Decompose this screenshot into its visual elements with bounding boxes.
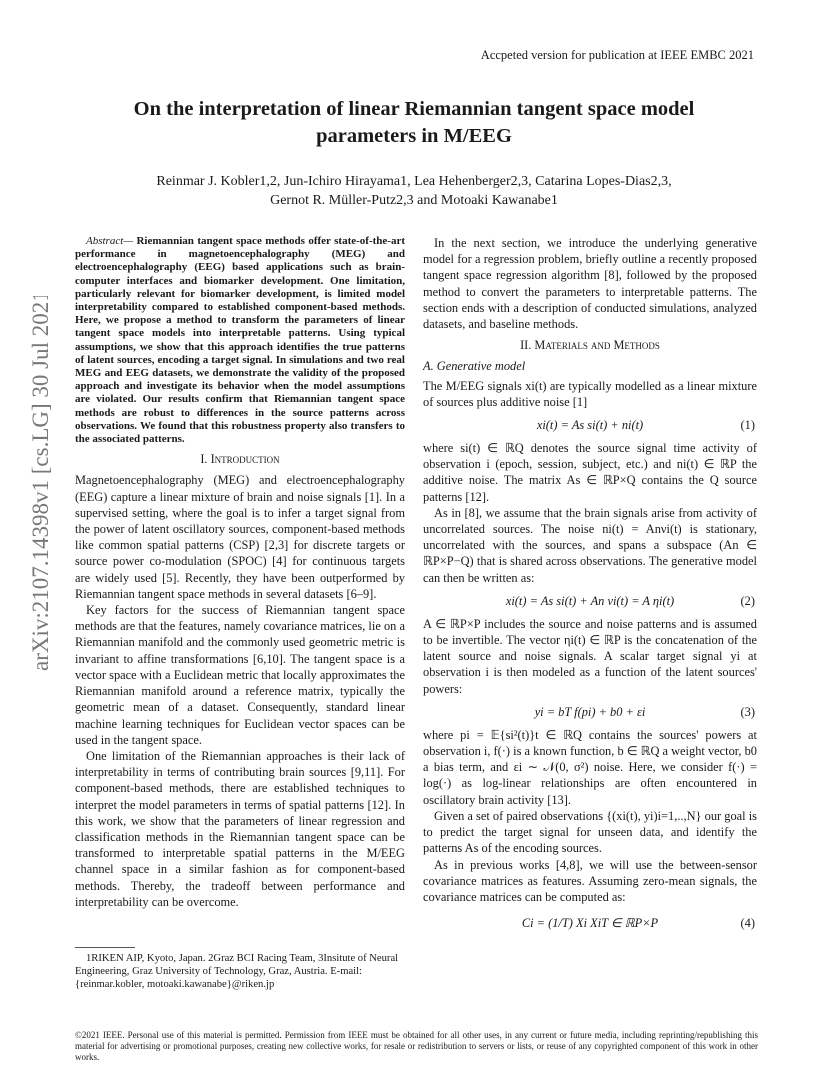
equation-1-number: (1) (740, 418, 755, 433)
arxiv-id-text: arXiv:2107.14398v1 [cs.LG] 30 Jul 2021 (28, 296, 53, 671)
equation-1-body: xi(t) = As si(t) + ni(t) (536, 418, 644, 433)
gm-paragraph-6: Given a set of paired observations {(xi(t), yi)i=1,..,N} our goal is to predict the target signal for unseen data, and identify the patterns As of the encoding sources. (423, 808, 757, 856)
arxiv-stamp (18, 296, 58, 676)
gm-paragraph-1: The M/EEG signals xi(t) are typically modelled as a linear mixture of sources plus additive noise [1] (423, 378, 757, 409)
equation-3 (423, 702, 757, 722)
equation-2 (423, 591, 757, 611)
equation-4 (423, 910, 757, 936)
abstract-lead: Abstract— (86, 235, 134, 247)
arxiv-stamp-graphic (18, 296, 58, 676)
generative-model-heading: A. Generative model (423, 359, 526, 374)
gm-paragraph-7: As in previous works [4,8], we will use the between-sensor covariance matrices as features. Assuming zero-mean signals, the covariance matrices can be computed as: (423, 857, 757, 904)
author-line-1: Reinmar J. Kobler1,2, Jun-Ichiro Hirayama1, Lea Hehenberger2,3, Catarina Lopes-Dias2,3, (156, 174, 672, 189)
copyright-notice: ©2021 IEEE. Personal use of this material is permitted. Permission from IEEE must be obtained for all other uses, in any current or future media, including reprinting/republishing this material for advertising or promotional purposes, creating new collective works, for resale or redistribution to servers or lists, or reuse of any copyrighted component of this work in other works. (75, 1030, 758, 1063)
author-list (90, 172, 738, 210)
gm-paragraph-3: As in [8], we assume that the brain signals arise from activity of uncorrelated sources. The noise ni(t) = Anνi(t) is stationary, uncorrelated with the sources, and spans a subspace (An ∈ ℝP×P−Q) that is shared across observations. The generative model can then be written as: (423, 505, 757, 585)
footnote-rule (75, 947, 135, 948)
equation-1 (423, 415, 757, 435)
methods-intro-paragraph: In the next section, we introduce the underlying generative model for a regression problem, briefly outline a recently proposed tangent space regression algorithm [8], followed by the proposed method to convert the parameters to interpretable patterns. The section ends with a description of conducted simulations, analyzed datasets, and baseline methods. (423, 236, 757, 332)
abstract (75, 235, 405, 446)
methods-heading: II. Materials and Methods (520, 338, 660, 353)
left-column (75, 235, 405, 910)
affiliation-footnote: 1RIKEN AIP, Kyoto, Japan. 2Graz BCI Racing Team, 3Insitute of Neural Engineering, Graz University of Technology, Graz, Austria. E-mail: {reinmar.kobler, motoaki.kawanabe}@riken.jp (75, 953, 399, 990)
abstract-text: Riemannian tangent space methods offer state-of-the-art performance in magnetoencephalography (MEG) and electroencephalography (EEG) based applications such as brain-computer interfaces and biomarker development. One limitation, particularly relevant for biomarker development, is limited model interpretability compared to established component-based methods. Here, we propose a method to transform the parameters of linear tangent space models into interpretable patterns. Using typical assumptions, we show that this approach identifies the true patterns of latent sources, encoding a target signal. In simulations and two real MEG and EEG datasets, we demonstrate the validity of the proposed approach and investigate its behavior when the model assumptions are violated. Our results confirm that Riemannian tangent space methods are robust to differences in the source patterns across observations. We found that this robustness property also transfers to the associated patterns. (75, 235, 405, 446)
gm-paragraph-2: where si(t) ∈ ℝQ denotes the source signal time activity of observation i (epoch, session, subject, etc.) and ni(t) ∈ ℝP the additive noise. The matrix As ∈ ℝP×Q contains the Q source patterns [12]. (423, 441, 757, 504)
intro-paragraph-1: Magnetoencephalography (MEG) and electroencephalography (EEG) capture a linear mixture of brain and noise signals [1]. In a supervised setting, where the goal is to infer a target signal from the power of latent oscillatory sources, component-based methods like common spatial patterns (CSP) [2,3] for discrete targets or source power co-modulation (SPOC) [4] for continuous targets are widely used [5]. Recently, they have been outperformed by Riemannian tangent space methods in several datasets [6–9]. (75, 473, 405, 601)
gm-paragraph-4: A ∈ ℝP×P includes the source and noise patterns and is assumed to be invertible. The vector ηi(t) ∈ ℝP is the concatenation of the latent source and noise signals. A scalar target signal yi at observation i is then modeled as a function of the latent sources' powers: (423, 616, 757, 696)
equation-3-body: yi = bT f(pi) + b0 + εi (534, 704, 646, 719)
equation-4-number: (4) (740, 916, 755, 931)
equation-4-body: Ci = (1/T) Xi XiT ∈ ℝP×P (521, 916, 659, 931)
right-column (423, 235, 757, 941)
intro-heading: I. Introduction (200, 452, 280, 467)
author-line-2: Gernot R. Müller-Putz2,3 and Motoaki Kawanabe1 (270, 193, 558, 208)
equation-3-number: (3) (740, 704, 755, 719)
intro-paragraph-2: Key factors for the success of Riemannian tangent space methods are that the features, namely covariance matrices, lie on a Riemannian manifold and the commonly used geometric metric is invariant to affine transformations [6,10]. The tangent space is a vector space with a Euclidean metric that locally approximates the Riemannian manifold around a reference matrix, typically the geometric mean of a dataset. Consequently, standard linear machine learning techniques for Euclidean vector spaces can be used in the tangent space. (75, 603, 405, 747)
equation-2-body: xi(t) = As si(t) + An νi(t) = A ηi(t) (505, 593, 675, 608)
gm-paragraph-5: where pi = 𝔼{si²(t)}t ∈ ℝQ contains the sources' powers at observation i, f(·) is a known function, b ∈ ℝQ a weight vector, b0 a bias term, and εi ∼ 𝒩(0, σ²) noise. Here, we consider f(·) = log(·) as log-linear relationships are often encountered in oscillatory brain activity [13]. (423, 727, 757, 807)
equation-2-number: (2) (740, 593, 755, 608)
intro-paragraph-3: One limitation of the Riemannian approaches is their lack of interpretability in terms of contributing brain sources [9,11]. For component-based methods, there are established techniques to interpret the model parameters in terms of spatial patterns [12]. In this work, we show that the parameters of linear regression and classification methods in the Riemannian tangent space can be transformed to interpretable spatial patterns in the M/EEG channel space in a similar fashion as for component-based methods. Thereby, the tradeoff between performance and interpretability can be overcome. (75, 748, 405, 909)
paper-title: On the interpretation of linear Riemannian tangent space model parameters in M/EEG (133, 98, 695, 147)
header-note: Accpeted version for publication at IEEE EMBC 2021 (480, 48, 754, 62)
